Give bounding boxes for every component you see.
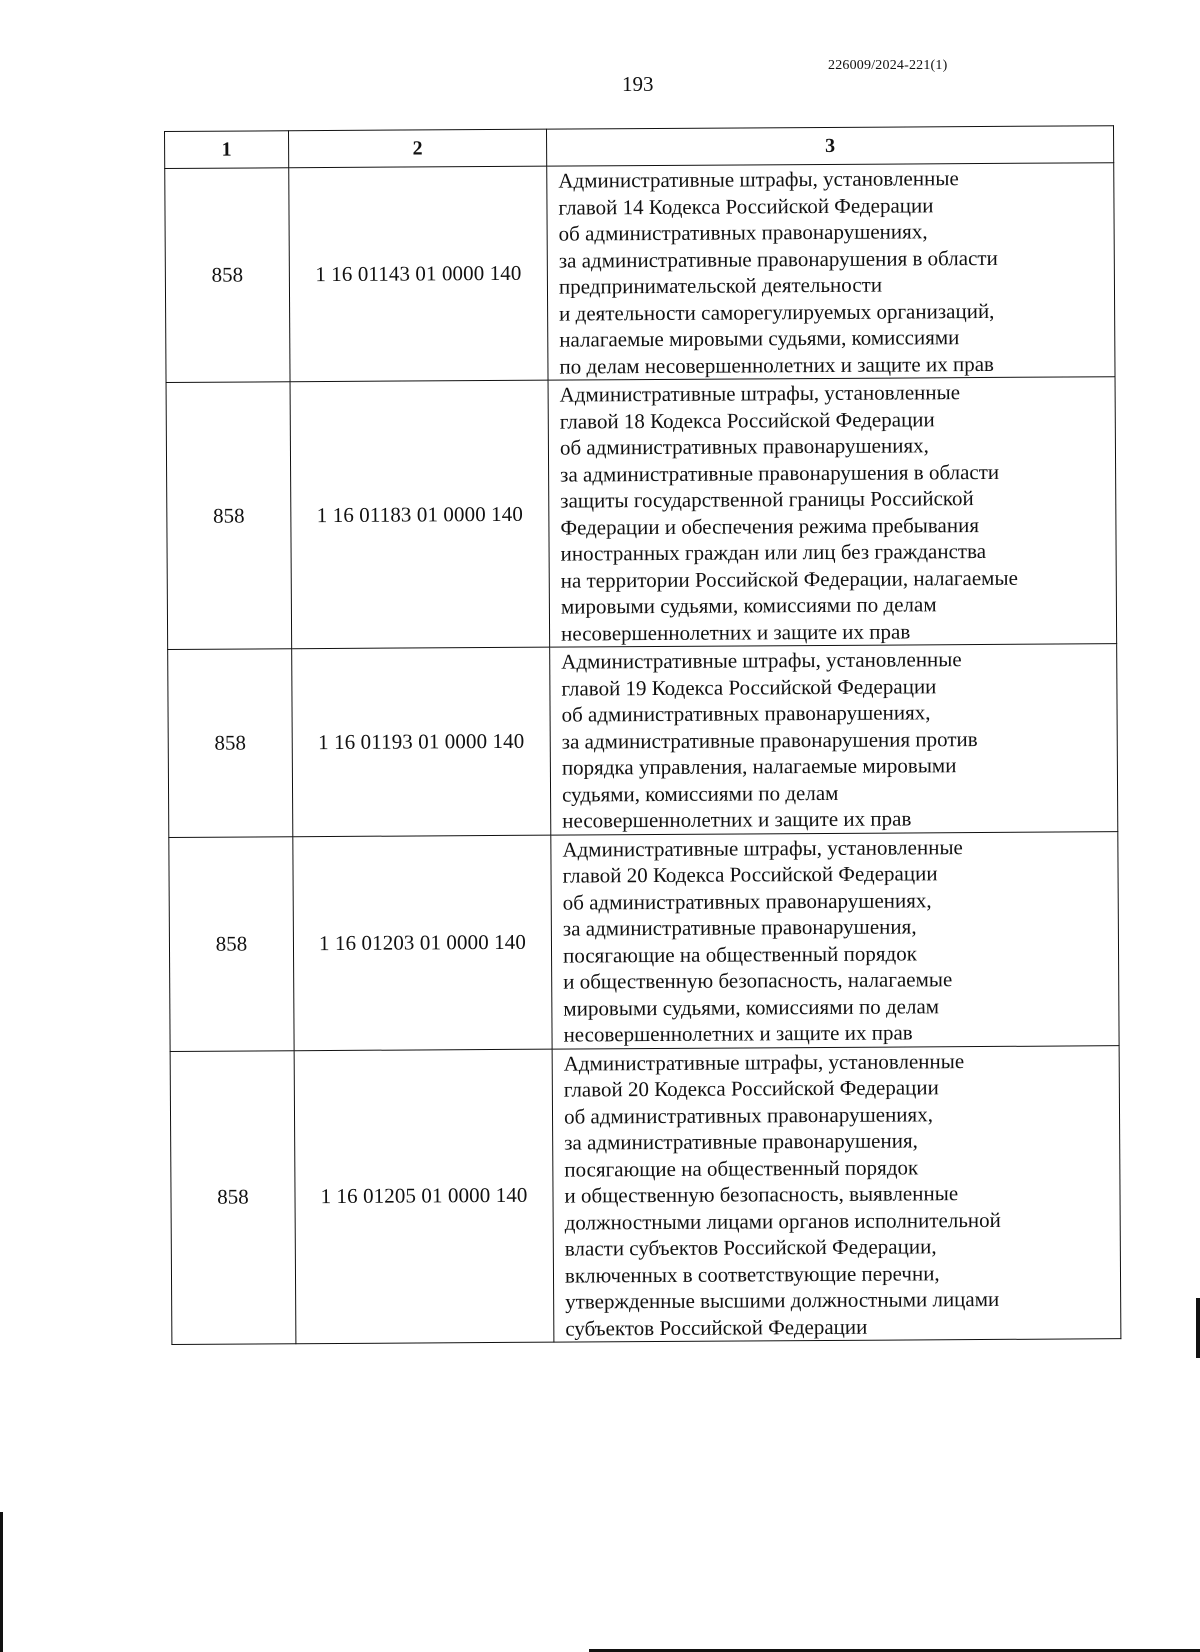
description-line: главой 19 Кодекса Российской Федерации [561, 673, 937, 701]
description-line: по делам несовершеннолетних и защите их прав [559, 351, 994, 379]
description-line: включенных в соответствующие перечни, [564, 1260, 940, 1288]
description-line: за административные правонарушения, [564, 1128, 918, 1155]
budget-code-table [164, 125, 1121, 1345]
description-line: несовершеннолетних и защите их прав [562, 806, 912, 833]
description-line: главой 20 Кодекса Российской Федерации [563, 1075, 939, 1102]
budget-classification-code-cell: 1 16 01203 01 0000 140 [293, 835, 552, 1051]
budget-classification-code-cell: 1 16 01193 01 0000 140 [292, 647, 551, 836]
description-line: судьями, комиссиями по делам [561, 780, 839, 807]
description-line: главой 20 Кодекса Российской Федерации [562, 861, 938, 888]
description-line: за административные правонарушения в области [558, 245, 998, 273]
scan-edge-left [0, 1512, 3, 1652]
description-line: за административные правонарушения, [562, 914, 917, 941]
page-number: 193 [622, 72, 654, 96]
column-header-2: 2 [289, 129, 547, 168]
budget-classification-code-cell: 1 16 01183 01 0000 140 [290, 380, 550, 649]
table-row [170, 1045, 1121, 1344]
scan-edge-right [1196, 1298, 1200, 1358]
admin-code-cell: 858 [165, 168, 290, 383]
table-body [165, 163, 1121, 1345]
description-line: мировыми судьями, комиссиями по делам [563, 993, 940, 1021]
table-row [169, 831, 1119, 1051]
description-line: несовершеннолетних и защите их прав [563, 1020, 913, 1047]
description-line: должностными лицами органов исполнительной [564, 1207, 1001, 1235]
description-line: Административные штрафы, установленные [559, 380, 961, 407]
budget-classification-code-cell: 1 16 01205 01 0000 140 [294, 1049, 554, 1344]
description-line: Федерации и обеспечения режима пребывания [560, 512, 980, 540]
admin-code-cell: 858 [168, 649, 293, 837]
table-row [168, 644, 1118, 837]
description-line: Административные штрафы, установленные [561, 647, 962, 674]
document-number: 226009/2024-221(1) [828, 58, 948, 73]
description-cell [551, 831, 1119, 1048]
description-cell [550, 644, 1118, 835]
description-line: иностранных граждан или лиц без гражданства [560, 538, 987, 566]
column-header-3: 3 [546, 126, 1113, 166]
table-row [166, 377, 1117, 650]
description-cell [547, 163, 1115, 380]
description-line: власти субъектов Российской Федерации, [564, 1234, 937, 1261]
description-line: мировыми судьями, комиссиями по делам [560, 592, 937, 619]
table-header-row [165, 126, 1114, 169]
description-line: предпринимательской деятельности [558, 272, 883, 299]
description-line: посягающие на общественный порядок [564, 1154, 919, 1182]
description-line: об административных правонарушениях, [558, 219, 928, 246]
table-row [165, 163, 1115, 383]
description-cell [552, 1045, 1121, 1342]
description-line: налагаемые мировыми судьями, комиссиями [559, 325, 960, 352]
description-line: за административные правонарушения в области [560, 459, 1000, 487]
description-line: Административные штрафы, установленные [562, 834, 963, 862]
budget-classification-code-cell: 1 16 01143 01 0000 140 [289, 166, 548, 382]
description-line: главой 18 Кодекса Российской Федерации [559, 406, 935, 434]
description-line: субъектов Российской Федерации [565, 1314, 868, 1341]
description-line: об административных правонарушениях, [559, 433, 929, 460]
description-line: и общественную безопасность, налагаемые [563, 967, 953, 994]
description-line: об административных правонарушениях, [563, 1101, 933, 1129]
description-line: за административные правонарушения против [561, 726, 978, 754]
description-line: Административные штрафы, установленные [563, 1048, 965, 1076]
description-line: порядка управления, налагаемые мировыми [561, 753, 957, 780]
description-line: на территории Российской Федерации, налагаемые [560, 565, 1018, 593]
description-line: главой 14 Кодекса Российской Федерации [558, 192, 934, 220]
description-line: об административных правонарушениях, [562, 887, 932, 915]
column-header-1: 1 [165, 131, 289, 169]
admin-code-cell: 858 [166, 382, 292, 650]
description-line: Административные штрафы, установленные [558, 166, 959, 193]
description-line: об административных правонарушениях, [561, 700, 931, 727]
admin-code-cell: 858 [170, 1050, 296, 1344]
description-line: несовершеннолетних и защите их прав [561, 618, 911, 646]
description-line: утвержденные высшими должностными лицами [565, 1286, 1000, 1314]
description-line: и деятельности саморегулируемых организаций, [559, 298, 995, 326]
description-line: и общественную безопасность, выявленные [564, 1181, 959, 1208]
description-line: посягающие на общественный порядок [562, 940, 917, 968]
description-line: защиты государственной границы Российской [560, 486, 974, 513]
admin-code-cell: 858 [169, 836, 294, 1051]
description-cell [548, 377, 1117, 647]
